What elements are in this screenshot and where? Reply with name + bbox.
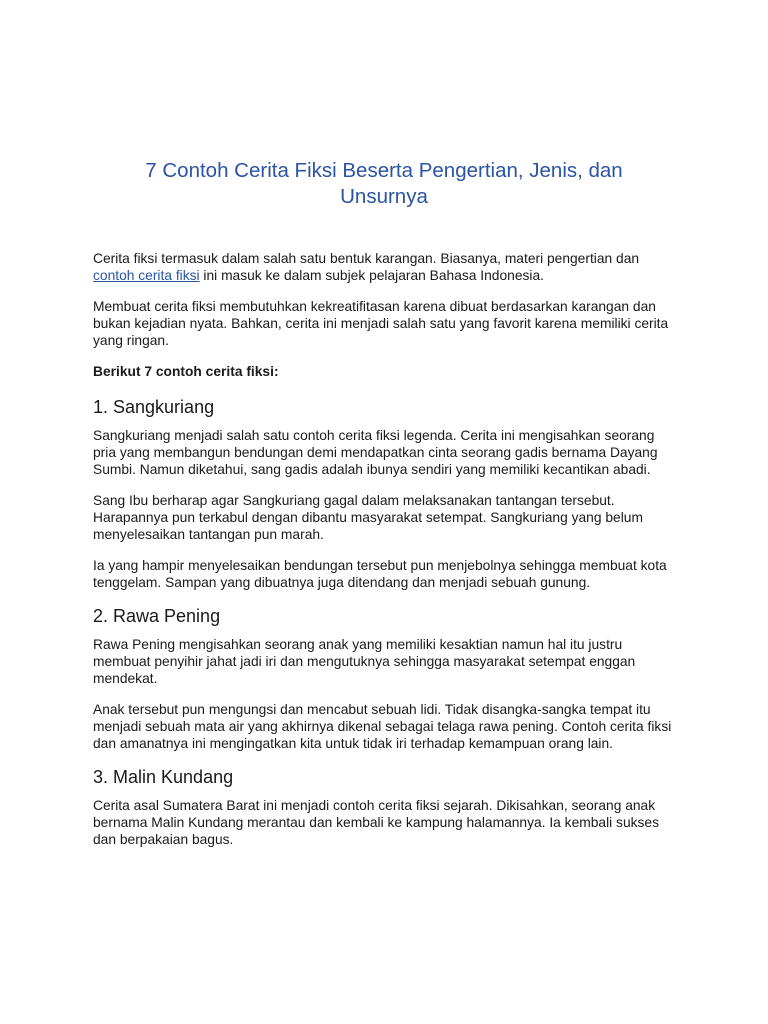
section-sangkuriang [93,396,678,591]
section-heading: 3. Malin Kundang [93,767,234,787]
paragraph-2: Membuat cerita fiksi membutuhkan kekreatifitasan karena dibuat berdasarkan karangan dan bukan kejadian nyata. Bahkan, cerita ini menjadi salah satu yang favorit karena memiliki cerita yang ringan. [93,299,669,348]
section-paragraph: Sang Ibu berharap agar Sangkuriang gagal dalam melaksanakan tantangan tersebut. Harapannya pun terkabul dengan dibantu masyarakat setempat. Sangkuriang yang belum menyelesaikan tantangan pun marah. [93,493,643,542]
section-paragraph: Rawa Pening mengisahkan seorang anak yang memiliki kesaktian namun hal itu justru membuat penyihir jahat jadi iri dan mengutuknya sehingga masyarakat setempat enggan mendekat. [93,637,636,686]
intro-text-after-link: ini masuk ke dalam subjek pelajaran Bahasa Indonesia. [199,268,544,283]
section-rawa-pening [93,605,678,752]
section-heading: 2. Rawa Pening [93,606,221,626]
document-body [93,250,678,862]
document-title: 7 Contoh Cerita Fiksi Beserta Pengertian, Jenis, dan Unsurnya [145,159,623,208]
section-paragraph: Sangkuriang menjadi salah satu contoh cerita fiksi legenda. Cerita ini mengisahkan seorang pria yang membangun bendungan demi mendapatkan cinta seorang gadis bernama Dayang Sumbi. Namun diketahui, sang gadis adalah ibunya sendiri yang memiliki kecantikan abadi. [93,428,658,477]
section-paragraph: Anak tersebut pun mengungsi dan mencabut sebuah lidi. Tidak disangka-sangka tempat itu menjadi sebuah mata air yang akhirnya dikenal sebagai telaga rawa pening. Contoh cerita fiksi dan amanatnya ini mengingatkan kita untuk tidak iri terhadap kemampuan orang lain. [93,702,672,751]
lead-in-text: Berikut 7 contoh cerita fiksi: [93,364,279,379]
intro-text-before-link: Cerita fiksi termasuk dalam salah satu bentuk karangan. Biasanya, materi pengertian dan [93,251,640,266]
section-heading: 1. Sangkuriang [93,397,215,417]
section-paragraph: Cerita asal Sumatera Barat ini menjadi contoh cerita fiksi sejarah. Dikisahkan, seorang anak bernama Malin Kundang merantau dan kembali ke kampung halamannya. Ia kembali sukses dan berpakaian bagus. [93,798,659,847]
section-paragraph: Ia yang hampir menyelesaikan bendungan tersebut pun menjebolnya sehingga membuat kota tenggelam. Sampan yang dibuatnya juga ditendang dan menjadi sebuah gunung. [93,558,667,590]
section-malin-kundang [93,766,678,848]
intro-paragraph [93,250,678,284]
contoh-cerita-fiksi-link[interactable]: contoh cerita fiksi [93,268,200,283]
